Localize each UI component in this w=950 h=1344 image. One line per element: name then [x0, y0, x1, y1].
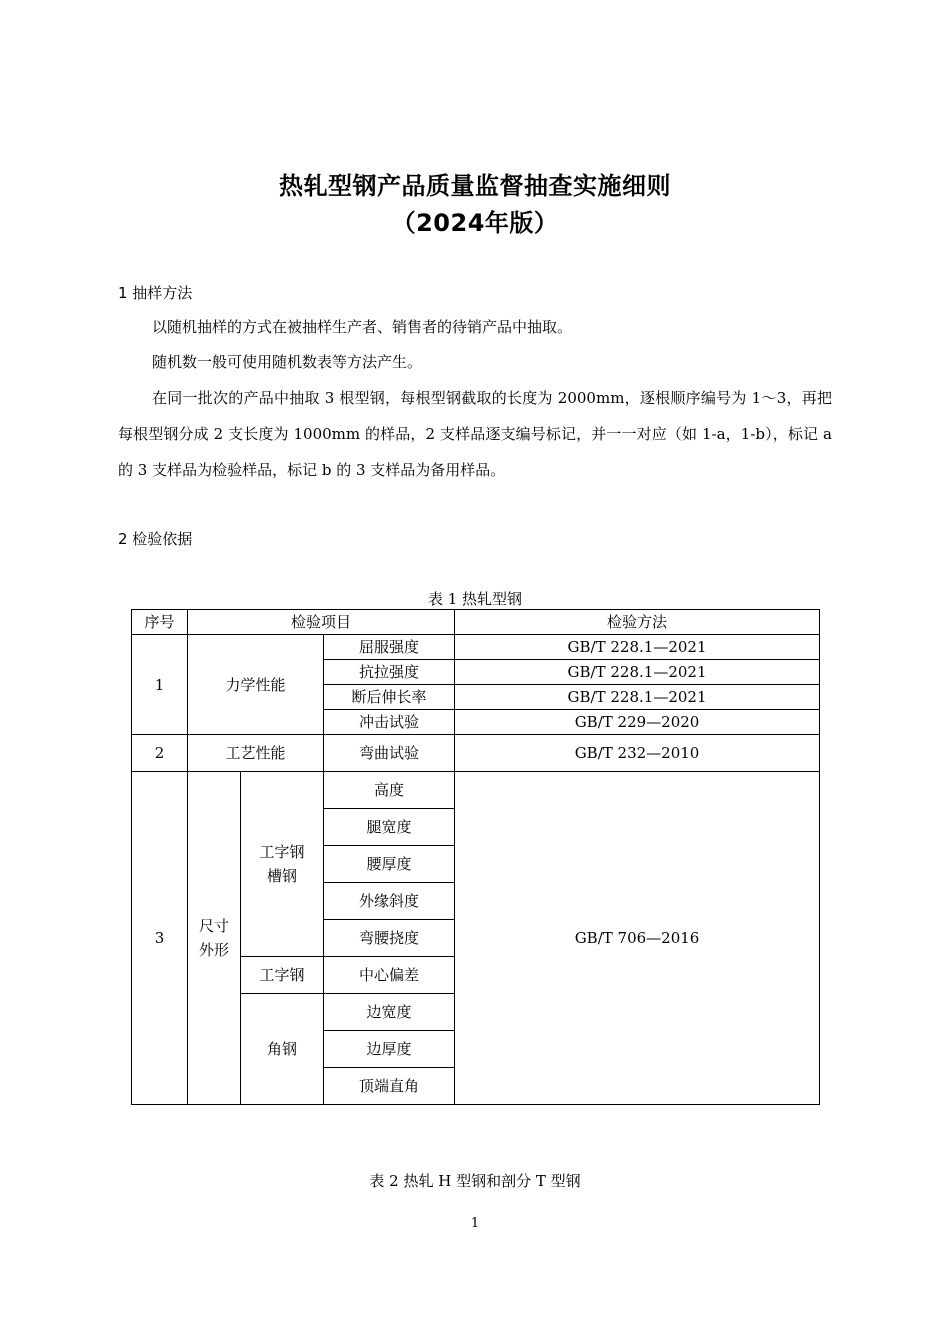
group2-category: 工艺性能: [188, 735, 324, 772]
method-cell: GB/T 228.1—2021: [455, 685, 820, 710]
item-cell: 边厚度: [324, 1031, 455, 1068]
item-cell: 边宽度: [324, 994, 455, 1031]
item-cell: 顶端直角: [324, 1068, 455, 1105]
header-method: 检验方法: [455, 610, 820, 635]
table-header-row: [132, 610, 820, 635]
item-cell: 屈服强度: [324, 635, 455, 660]
item-cell: 中心偏差: [324, 957, 455, 994]
table-row: [132, 635, 820, 660]
item-cell: 外缘斜度: [324, 883, 455, 920]
group2-no: 2: [132, 735, 188, 772]
header-no: 序号: [132, 610, 188, 635]
sub2-type: 工字钢: [241, 957, 324, 994]
method-cell: GB/T 232—2010: [455, 735, 820, 772]
item-cell: 腰厚度: [324, 846, 455, 883]
item-cell: 高度: [324, 772, 455, 809]
document-title: 热轧型钢产品质量监督抽查实施细则: [279, 172, 671, 200]
method-cell: GB/T 228.1—2021: [455, 635, 820, 660]
table1-caption: 表 1 热轧型钢: [427, 590, 523, 608]
table2-caption: 表 2 热轧 H 型钢和剖分 T 型钢: [369, 1172, 581, 1190]
item-cell: 抗拉强度: [324, 660, 455, 685]
method-cell: GB/T 228.1—2021: [455, 660, 820, 685]
group3-method: GB/T 706—2016: [455, 772, 820, 1105]
page-number: 1: [470, 1216, 480, 1231]
item-cell: 腿宽度: [324, 809, 455, 846]
item-cell: 弯腰挠度: [324, 920, 455, 957]
group3-category: [188, 772, 241, 1105]
paragraph-sampling-3: 在同一批次的产品中抽取 3 根型钢，每根型钢截取的长度为 2000mm，逐根顺序编号为 1～3，再把每根型钢分成 2 支长度为 1000mm 的样品，2 支样品逐支编号标记，并一一对应（如 1-a，1-b），标记 a 的 3 支样品为检验样品，标记 b 的 3 支样品为备用样品。: [118, 389, 832, 479]
paragraph-sampling-2: 随机数一般可使用随机数表等方法产生。: [152, 353, 423, 371]
item-cell: 断后伸长率: [324, 685, 455, 710]
method-cell: GB/T 229—2020: [455, 710, 820, 735]
document-edition: （2024年版）: [391, 209, 559, 237]
paragraph-sampling-1: 以随机抽样的方式在被抽样生产者、销售者的待销产品中抽取。: [152, 318, 573, 336]
item-cell: 冲击试验: [324, 710, 455, 735]
table-row: [132, 735, 820, 772]
inspection-table: [131, 609, 820, 1105]
group1-category: 力学性能: [188, 635, 324, 735]
group3-category-label: 尺寸外形: [198, 917, 229, 959]
group3-no: 3: [132, 772, 188, 1105]
table-row: [132, 772, 820, 809]
item-cell: 弯曲试验: [324, 735, 455, 772]
sub1-type: [241, 772, 324, 957]
section-heading-basis: 2 检验依据: [118, 530, 193, 548]
section-heading-sampling: 1 抽样方法: [118, 284, 193, 302]
group1-no: 1: [132, 635, 188, 735]
sub3-type: 角钢: [241, 994, 324, 1105]
sub1-type-label: 工字钢槽钢: [259, 843, 305, 885]
header-item: 检验项目: [188, 610, 455, 635]
